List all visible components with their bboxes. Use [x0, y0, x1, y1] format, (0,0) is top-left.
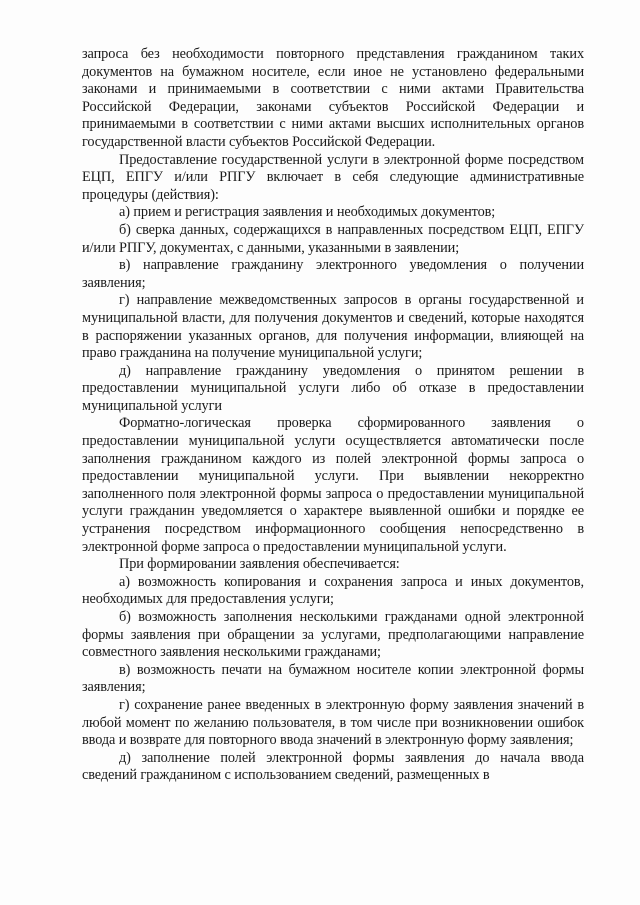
paragraph-continuation: запроса без необходимости повторного представления гражданином таких документов на бумажном носителе, если иное не установлено федеральными законами и принимаемыми в соответствии с ними актами Правительства Российской Федерации, законами субъектов Российской Федерации и принимаемыми в соответствии с ними актами высших исполнительных органов государственной власти субъектов Российской Федерации. [82, 46, 584, 150]
list-item-g: г) направление межведомственных запросов в органы государственной и муниципальной власти, для получения документов и сведений, которые находятся в распоряжении указанных органов, для получения информации, влияющей на право гражданина на получение муниципальной услуги; [82, 292, 584, 362]
form-list-item-b: б) возможность заполнения несколькими гражданами одной электронной формы заявления при обращении за услугами, предполагающими направление совместного заявления несколькими гражданами; [82, 609, 584, 661]
form-list-item-v: в) возможность печати на бумажном носителе копии электронной формы заявления; [82, 661, 584, 696]
paragraph-electronic-procedures: Предоставление государственной услуги в электронной форме посредством ЕЦП, ЕПГУ и/или РПГУ включает в себя следующие административные процедуры (действия): [82, 151, 584, 203]
document-body [82, 46, 584, 785]
form-list-item-g: г) сохранение ранее введенных в электронную форму заявления значений в любой момент по желанию пользователя, в том числе при возникновении ошибок ввода и возврате для повторного ввода значений в электронную форму заявления; [82, 696, 584, 749]
list-item-d: д) направление гражданину уведомления о принятом решении в предоставлении муниципальной услуги либо об отказе в предоставлении муниципальной услуги [82, 362, 584, 414]
list-item-b: б) сверка данных, содержащихся в направленных посредством ЕЦП, ЕПГУ и/или РПГУ, документах, с данными, указанными в заявлении; [82, 221, 584, 256]
paragraph-format-check: Форматно-логическая проверка сформированного заявления о предоставлении муниципальной услуги осуществляется автоматически после заполнения гражданином каждого из полей электронной формы запроса о предоставлении муниципальной услуги. При выявлении некорректно заполненного поля электронной формы запроса о предоставлении муниципальной услуги гражданин уведомляется о характере выявленной ошибки и порядке ее устранения посредством информационного сообщения непосредственно в электронной форме запроса о предоставлении муниципальной услуги. [82, 415, 584, 555]
form-list-item-a: а) возможность копирования и сохранения запроса и иных документов, необходимых для предоставления услуги; [82, 573, 584, 608]
paragraph-form-provision: При формировании заявления обеспечивается: [119, 556, 400, 573]
list-item-v: в) направление гражданину электронного уведомления о получении заявления; [82, 257, 584, 291]
list-item-a: а) прием и регистрация заявления и необходимых документов; [119, 204, 496, 221]
form-list-item-d: д) заполнение полей электронной формы заявления до начала ввода сведений гражданином с использованием сведений, размещенных в [82, 749, 584, 784]
